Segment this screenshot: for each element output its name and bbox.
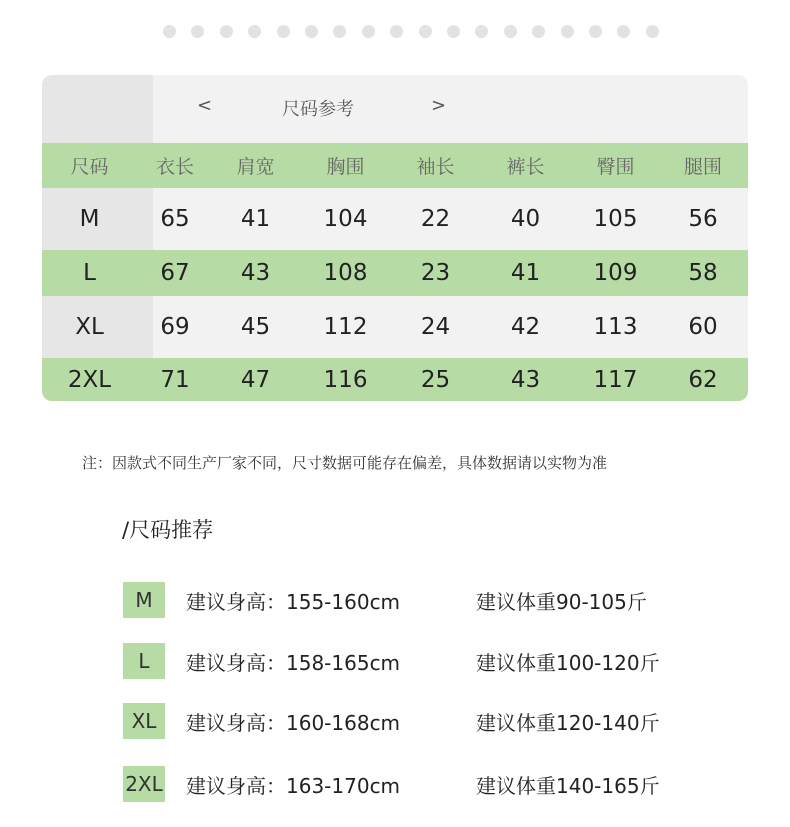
weight-suggestion: 建议体重140-165斤 — [476, 774, 660, 798]
carousel-dot[interactable] — [447, 25, 460, 38]
column-header: 臀围 — [596, 156, 635, 178]
column-header: 裤长 — [506, 156, 545, 178]
table-cell: 62 — [688, 366, 718, 393]
header-corner — [42, 75, 153, 143]
column-header: 衣长 — [155, 156, 194, 178]
column-header-row — [42, 143, 748, 188]
size-badge: L — [123, 643, 165, 679]
column-header: 胸围 — [326, 156, 365, 178]
table-cell: 71 — [160, 366, 190, 393]
table-row — [42, 188, 748, 250]
carousel-dot[interactable] — [532, 25, 545, 38]
table-cell: 113 — [593, 314, 638, 340]
carousel-dot[interactable] — [419, 25, 432, 38]
table-cell: 69 — [160, 314, 190, 340]
table-cell: 22 — [420, 206, 451, 232]
table-row — [42, 250, 748, 296]
size-table — [42, 75, 748, 401]
table-cell: 104 — [323, 206, 368, 232]
height-suggestion: 建议身高：160-168cm — [186, 711, 401, 735]
table-cell: 42 — [510, 314, 541, 340]
table-cell: 65 — [160, 206, 190, 232]
recommend-item — [0, 766, 790, 802]
carousel-dot[interactable] — [617, 25, 630, 38]
height-suggestion: 建议身高：163-170cm — [186, 774, 401, 798]
table-row — [42, 358, 748, 401]
table-cell: 45 — [240, 314, 271, 340]
table-cell: 116 — [323, 366, 368, 393]
table-cell: 23 — [420, 260, 451, 286]
table-cell: 60 — [688, 314, 718, 340]
carousel-dot[interactable] — [305, 25, 318, 38]
table-cell: 58 — [688, 260, 718, 286]
size-badge: M — [123, 582, 165, 618]
table-cell: 105 — [593, 206, 638, 232]
carousel-dot[interactable] — [561, 25, 574, 38]
size-badge: XL — [123, 703, 165, 739]
weight-suggestion: 建议体重90-105斤 — [476, 590, 647, 614]
carousel-dot[interactable] — [277, 25, 290, 38]
table-cell: 47 — [240, 366, 271, 393]
table-cell: 24 — [420, 314, 451, 340]
column-header: 袖长 — [416, 156, 455, 178]
size-table-header — [42, 75, 748, 143]
column-header: 腿围 — [683, 156, 722, 178]
height-suggestion: 建议身高：155-160cm — [186, 590, 401, 614]
carousel-dot[interactable] — [248, 25, 261, 38]
table-cell: 67 — [160, 260, 190, 286]
table-cell: 112 — [323, 314, 368, 340]
recommend-item — [0, 582, 790, 618]
column-header: 尺码 — [70, 156, 109, 178]
carousel-dot[interactable] — [333, 25, 346, 38]
table-cell: 25 — [420, 366, 451, 393]
carousel-dot[interactable] — [589, 25, 602, 38]
disclaimer-note: 注：因款式不同生产厂家不同，尺寸数据可能存在偏差，具体数据请以实物为准 — [82, 454, 608, 472]
column-header: 肩宽 — [236, 156, 275, 178]
recommend-item — [0, 643, 790, 679]
size-table-title: 尺码参考 — [282, 99, 354, 120]
table-cell: 41 — [510, 260, 541, 286]
carousel-dot[interactable] — [220, 25, 233, 38]
weight-suggestion: 建议体重120-140斤 — [476, 711, 660, 735]
table-cell: 109 — [593, 260, 638, 286]
carousel-dot[interactable] — [163, 25, 176, 38]
table-cell: 108 — [323, 260, 368, 286]
table-cell: 2XL — [67, 366, 112, 393]
carousel-dot[interactable] — [646, 25, 659, 38]
table-cell: L — [83, 260, 96, 286]
carousel-dot[interactable] — [191, 25, 204, 38]
prev-arrow-button[interactable]: < — [197, 95, 213, 116]
table-cell: XL — [75, 314, 104, 340]
table-cell: 43 — [240, 260, 271, 286]
table-cell: 41 — [240, 206, 271, 232]
carousel-dot[interactable] — [390, 25, 403, 38]
table-cell: 117 — [593, 366, 638, 393]
table-cell: 40 — [510, 206, 541, 232]
size-badge: 2XL — [123, 766, 165, 802]
recommend-item — [0, 703, 790, 739]
recommend-title: /尺码推荐 — [122, 518, 214, 542]
weight-suggestion: 建议体重100-120斤 — [476, 651, 660, 675]
height-suggestion: 建议身高：158-165cm — [186, 651, 401, 675]
carousel-dot[interactable] — [504, 25, 517, 38]
carousel-dot[interactable] — [475, 25, 488, 38]
table-cell: 56 — [688, 206, 718, 232]
next-arrow-button[interactable]: > — [431, 95, 447, 116]
table-cell: 43 — [510, 366, 541, 393]
table-row — [42, 296, 748, 358]
carousel-dot[interactable] — [362, 25, 375, 38]
table-cell: M — [79, 206, 100, 232]
